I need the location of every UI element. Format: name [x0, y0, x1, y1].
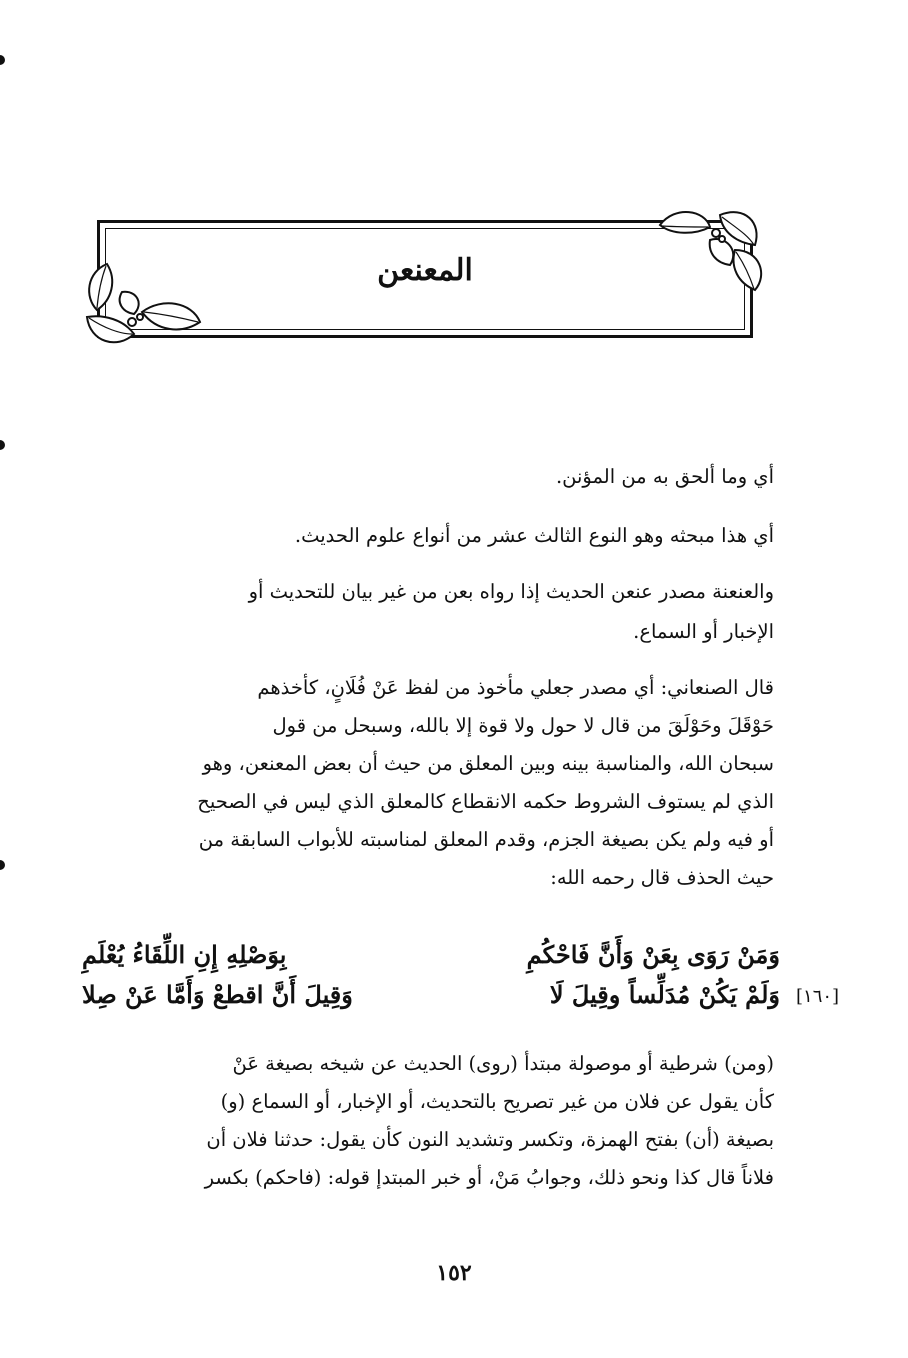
text-line: أي هذا مبحثه وهو النوع الثالث عشر من أنواع علوم الحديث. — [294, 524, 774, 547]
floral-ornament-top-right — [650, 205, 770, 295]
text-line: كأن يقول عن فلان من غير تصريح بالتحديث، أو الإخبار، أو السماع (و) — [220, 1090, 774, 1113]
floral-ornament-bottom-left — [82, 262, 207, 352]
page-title: المعنعن — [377, 253, 473, 288]
text-line: سبحان الله، والمناسبة بينه وبين المعلق من حيث أن بعض المعنعن، وهو — [202, 752, 774, 775]
text-line: فلاناً قال كذا ونحو ذلك، وجوابُ مَنْ، أو خبر المبتدإ قوله: (فاحكم) بكسر — [204, 1166, 774, 1189]
verse-hemistich: بِوَصْلِهِ إِنِ اللِّقَاءُ يُعْلَمِ — [82, 940, 287, 969]
text-line: أي وما ألحق به من المؤنن. — [555, 465, 774, 488]
verse-hemistich: وَمَنْ رَوَى بِعَنْ وَأَنَّ فَاحْكُمِ — [526, 940, 780, 969]
verse-hemistich: وَقِيلَ أَنَّ اقطعْ وَأَمَّا عَنْ صِلا — [82, 980, 353, 1009]
text-line: الذي لم يستوف الشروط حكمه الانقطاع كالمعلق الذي ليس في الصحيح — [197, 790, 774, 813]
text-line: أو فيه ولم يكن بصيغة الجزم، وقدم المعلق لمناسبته للأبواب السابقة من — [198, 828, 774, 851]
text-line: حيث الحذف قال رحمه الله: — [550, 866, 774, 889]
verse-hemistich: وَلَمْ يَكُنْ مُدَلِّساً وقِيلَ لَا — [549, 980, 780, 1009]
margin-mark — [0, 860, 5, 870]
text-line: حَوْقَلَ وحَوْلَقَ من قال لا حول ولا قوة إلا بالله، وسبحل من قول — [272, 714, 774, 737]
text-line: الإخبار أو السماع. — [633, 620, 774, 643]
text-line: بصيغة (أن) بفتح الهمزة، وتكسر وتشديد النون كأن يقول: حدثنا فلان أن — [206, 1128, 774, 1151]
margin-mark — [0, 440, 5, 450]
margin-mark — [0, 55, 5, 65]
text-line: قال الصنعاني: أي مصدر جعلي مأخوذ من لفظ عَنْ فُلَانٍ، كأخذهم — [257, 676, 774, 699]
text-line: والعنعنة مصدر عنعن الحديث إذا رواه بعن من غير بيان للتحديث أو — [248, 580, 774, 603]
page-number: ١٥٢ — [436, 1260, 472, 1286]
verse-number: [١٦٠] — [796, 986, 840, 1007]
text-line: (ومن) شرطية أو موصولة مبتدأ (روى) الحديث عن شيخه بصيغة عَنْ — [232, 1052, 774, 1075]
